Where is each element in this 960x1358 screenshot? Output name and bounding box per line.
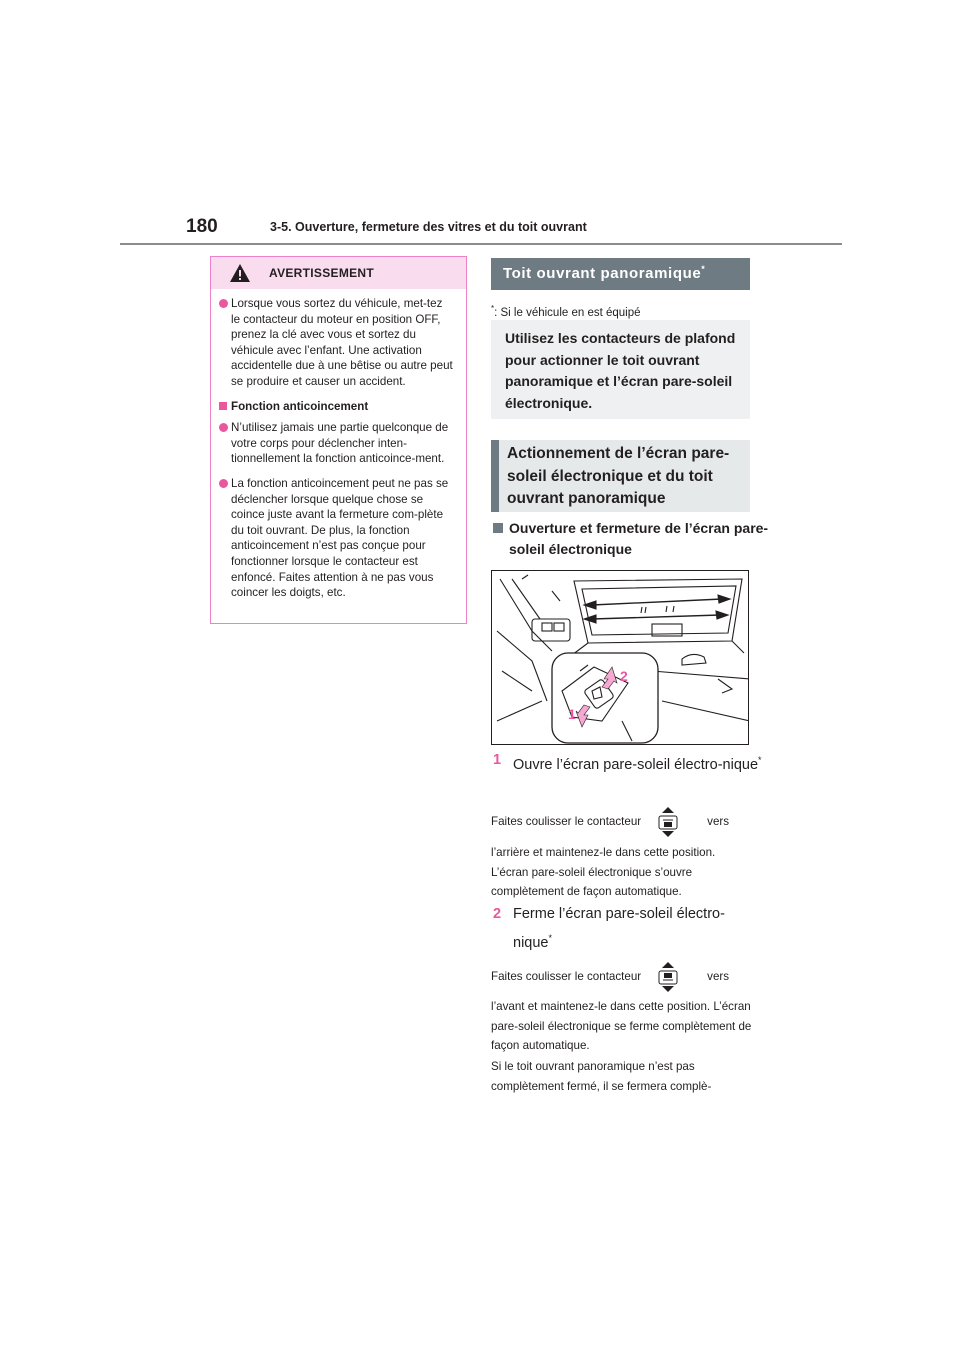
section-title: 3-5. Ouverture, fermeture des vitres et du toit ouvrant (270, 220, 587, 234)
header-divider (120, 243, 842, 245)
step-title: Ferme l’écran pare-soleil électro-nique (513, 906, 725, 951)
bullet-dot-icon (219, 299, 228, 308)
step-asterisk: * (548, 933, 552, 943)
step-2-extra: Si le toit ouvrant panoramique n’est pas complètement fermé, il se fermera complè- (491, 1060, 712, 1093)
bullet-dot-icon (219, 423, 228, 432)
sunshade-switch-icon (655, 961, 681, 993)
subheading-text: Ouverture et fermeture de l’écran pare-soleil électronique (509, 520, 769, 557)
illustration-label-2: 2 (620, 668, 628, 684)
step-2 (493, 902, 763, 955)
step-number: 1 (493, 752, 502, 768)
step-1-desc: l’arrière et maintenez-le dans cette position. L’écran pare-soleil électronique s’ouvre complètement de façon automatique. (491, 846, 716, 898)
banner-title (503, 264, 705, 282)
warning-title: AVERTISSEMENT (269, 266, 375, 280)
warning-item-text: La fonction anticoincement peut ne pas se déclencher lorsque quelque chose se coince juste avant la fermeture com-plète du toit ouvrant. De plus, la fonction anticoincement n’est pas conçue pour fonctionner lorsque le contacteur est enfoncé. Faites attention à ne pas vous coincer les doigts, etc. (231, 476, 449, 600)
subheading (493, 518, 769, 560)
warning-item (219, 296, 454, 390)
warning-item-text: N’utilisez jamais une partie quelconque de votre corps pour déclencher inten-tionnellement la fonction anticoince-ment. (231, 421, 449, 466)
footnote-mark: * (491, 304, 495, 313)
warning-body (211, 289, 466, 601)
ceiling-switch-illustration (491, 570, 749, 745)
sunshade-switch-icon (655, 806, 681, 838)
warning-icon (229, 263, 251, 283)
footnote (491, 304, 641, 319)
step-desc-before: Faites coulisser le contacteur (491, 815, 642, 829)
banner-asterisk: * (701, 264, 706, 274)
illustration-label-1: 1 (568, 706, 576, 722)
step-number: 2 (493, 906, 502, 922)
step-2-desc: l’avant et maintenez-le dans cette position. L’écran pare-soleil électronique se ferme complètement de façon automatique. (491, 1000, 752, 1052)
step-1-desc-line (491, 806, 753, 838)
bullet-dot-icon (219, 479, 228, 488)
step-1 (493, 748, 763, 777)
subsection-title: Actionnement de l’écran pare-soleil électronique et du toit ouvrant panoramique (491, 440, 750, 512)
bullet-square-icon (219, 402, 227, 410)
banner-title-text: Toit ouvrant panoramique (503, 265, 702, 282)
step-desc-before: Faites coulisser le contacteur (491, 970, 642, 984)
warning-item-text: Lorsque vous sortez du véhicule, met-tez le contacteur du moteur en position OFF, prenez la clé avec vous et sortez du véhicule avec l’enfant. Une activation accidentelle due à une bêtise ou autre peut se produire et causer un accident. (231, 297, 453, 388)
step-desc-after: vers (707, 815, 730, 829)
warning-subheading-text: Fonction anticoincement (231, 399, 369, 413)
warning-subheading (219, 399, 454, 415)
intro-box: Utilisez les contacteurs de plafond pour actionner le toit ouvrant panoramique et l’écran pare-soleil électronique. (491, 320, 750, 419)
section-banner (491, 258, 750, 290)
step-title: Ouvre l’écran pare-soleil électro-nique (513, 756, 759, 773)
step-desc-after: vers (707, 970, 730, 984)
warning-header (211, 257, 466, 289)
bullet-square-icon (493, 523, 503, 533)
page-number: 180 (186, 216, 218, 237)
warning-item (219, 476, 454, 601)
warning-box (210, 256, 467, 624)
illustration-drawing (492, 571, 749, 745)
warning-item (219, 420, 454, 467)
footnote-text: : Si le véhicule en est équipé (494, 306, 641, 319)
step-2-desc-line (491, 961, 753, 993)
step-asterisk: * (758, 755, 762, 765)
